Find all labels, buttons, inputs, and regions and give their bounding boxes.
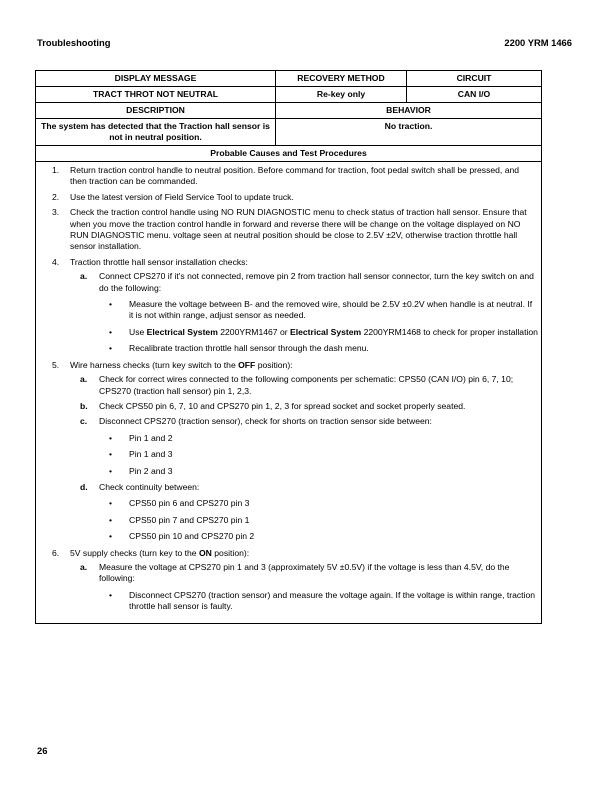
bullet-item — [99, 449, 538, 460]
step-text: Return traction control handle to neutral position. Before command for traction, foot pedal switch shall be pressed, and then traction can be commanded. — [70, 165, 520, 187]
bullet-glyph: • — [109, 326, 113, 337]
bullet-glyph: • — [109, 343, 113, 354]
bullet-text: Measure the voltage between B- and the removed wire, should be 2.5V ±0.2V when handle is at neutral. If it is not within range, adjust sensor as needed. — [129, 299, 533, 321]
bullet-glyph: • — [109, 432, 113, 443]
bullet-text-post: 2200YRM1468 to check for proper installation — [361, 326, 538, 337]
substep-text: Check continuity between: — [99, 481, 200, 492]
bullet-glyph: • — [109, 589, 113, 600]
bullet-glyph: • — [109, 514, 113, 525]
procedures-row — [36, 162, 542, 624]
recovery-method-header: RECOVERY METHOD — [276, 71, 407, 87]
step-text-pre: Wire harness checks (turn key switch to the — [70, 359, 239, 370]
section-title: Troubleshooting — [37, 37, 111, 48]
bullet-glyph: • — [109, 299, 113, 310]
recovery-method-value: Re-key only — [276, 87, 407, 103]
circuit-value: CAN I/O — [407, 87, 542, 103]
reference-title: Electrical System — [146, 326, 218, 337]
substep-text: Check CPS50 pin 6, 7, 10 and CPS270 pin 1, 2, 3 for spread socket and socket properly seated. — [99, 400, 466, 411]
step-text-post: position): — [255, 359, 293, 370]
substep-text: Check for correct wires connected to the following components per schematic: CPS50 (CAN I/O) pin 6, 7, 10; CPS270 (traction hall sensor) pin 1, 2,3. — [99, 374, 514, 396]
description-header: DESCRIPTION — [36, 103, 276, 119]
bullet-glyph: • — [109, 531, 113, 542]
step-5 — [39, 360, 538, 543]
bullet-text: CPS50 pin 6 and CPS270 pin 3 — [129, 498, 250, 509]
substep-4a — [70, 271, 538, 354]
troubleshooting-table — [35, 70, 542, 624]
substep-letter: a. — [80, 374, 88, 385]
table-row — [36, 119, 542, 146]
bullet-text: Pin 1 and 2 — [129, 432, 173, 443]
step-number: 5. — [52, 359, 60, 370]
description-value: The system has detected that the Traction hall sensor is not in neutral position. — [36, 119, 276, 146]
bullet-item — [99, 466, 538, 477]
step-text: Traction throttle hall sensor installation checks: — [70, 256, 248, 267]
substep-5a — [70, 374, 538, 397]
substep-letter: d. — [80, 481, 88, 492]
key-position: OFF — [238, 359, 256, 370]
table-header-row — [36, 146, 542, 162]
behavior-header: BEHAVIOR — [276, 103, 542, 119]
step-number: 4. — [52, 256, 60, 267]
bullet-item — [99, 343, 538, 354]
step-number: 3. — [52, 207, 60, 218]
step-2 — [39, 192, 538, 203]
substep-letter: a. — [80, 271, 88, 282]
procedures-cell — [36, 162, 542, 624]
substep-letter: c. — [80, 416, 88, 427]
bullet-glyph: • — [109, 449, 113, 460]
step-text-post: position): — [211, 547, 250, 558]
substep-6a — [70, 562, 538, 613]
step-text-pre: 5V supply checks (turn key to the — [70, 547, 199, 558]
bullet-item — [99, 327, 538, 338]
substep-text: Measure the voltage at CPS270 pin 1 and 3 (approximately 5V ±0.5V) if the voltage is less than 4.5V, do the following: — [99, 561, 510, 584]
bullet-item — [99, 515, 538, 526]
table-header-row — [36, 103, 542, 119]
substep-5d — [70, 482, 538, 543]
bullet-item — [99, 299, 538, 322]
bullet-text: Pin 1 and 3 — [129, 449, 173, 460]
bullet-glyph: • — [109, 465, 113, 476]
probable-causes-title: Probable Causes and Test Procedures — [36, 146, 542, 162]
substep-5c — [70, 416, 538, 477]
bullet-text: Disconnect CPS270 (traction sensor) and measure the voltage again. If the voltage is within range, traction throttle hall sensor is faulty. — [129, 589, 536, 612]
display-message-header: DISPLAY MESSAGE — [36, 71, 276, 87]
bullet-item — [99, 590, 538, 613]
step-text: Use the latest version of Field Service Tool to update truck. — [70, 191, 294, 202]
bullet-text-mid: 2200YRM1467 or — [217, 326, 290, 337]
substep-text: Connect CPS270 if it's not connected, remove pin 2 from traction hall sensor connector, turn the key switch on and do the following: — [99, 271, 534, 293]
substep-5b — [70, 401, 538, 412]
behavior-value: No traction. — [276, 119, 542, 146]
key-position: ON — [198, 547, 212, 558]
step-3 — [39, 207, 538, 253]
step-6 — [39, 548, 538, 613]
step-text: Check the traction control handle using NO RUN DIAGNOSTIC menu to check status of traction hall sensor. Ensure that when you move the traction control handle in forward and reverse there will be change on the voltage displayed on NO RUN DIAGNOSTIC menu. voltage seen at neutral position should be close to 2.5V ±2V, otherwise traction throttle hall sensor installation. — [70, 207, 527, 252]
step-4 — [39, 257, 538, 355]
bullet-item — [99, 498, 538, 509]
bullet-text: Pin 2 and 3 — [129, 465, 173, 476]
page-number: 26 — [37, 745, 48, 756]
step-number: 2. — [52, 191, 60, 202]
document-id: 2200 YRM 1466 — [504, 37, 572, 48]
reference-title: Electrical System — [290, 326, 362, 337]
bullet-item — [99, 531, 538, 542]
bullet-item — [99, 433, 538, 444]
bullet-text: Recalibrate traction throttle hall sensor through the dash menu. — [129, 343, 369, 354]
substep-letter: a. — [80, 561, 88, 572]
table-header-row — [36, 71, 542, 87]
circuit-header: CIRCUIT — [407, 71, 542, 87]
substep-letter: b. — [80, 400, 88, 411]
table-row — [36, 87, 542, 103]
step-number: 1. — [52, 165, 60, 175]
substep-text: Disconnect CPS270 (traction sensor), check for shorts on traction sensor side between: — [99, 416, 432, 427]
display-message-value: TRACT THROT NOT NEUTRAL — [36, 87, 276, 103]
bullet-text: CPS50 pin 7 and CPS270 pin 1 — [129, 514, 250, 525]
bullet-glyph: • — [109, 498, 113, 509]
bullet-text: CPS50 pin 10 and CPS270 pin 2 — [129, 531, 255, 542]
bullet-text-pre: Use — [129, 326, 147, 337]
step-number: 6. — [52, 547, 60, 558]
step-1 — [39, 165, 538, 188]
